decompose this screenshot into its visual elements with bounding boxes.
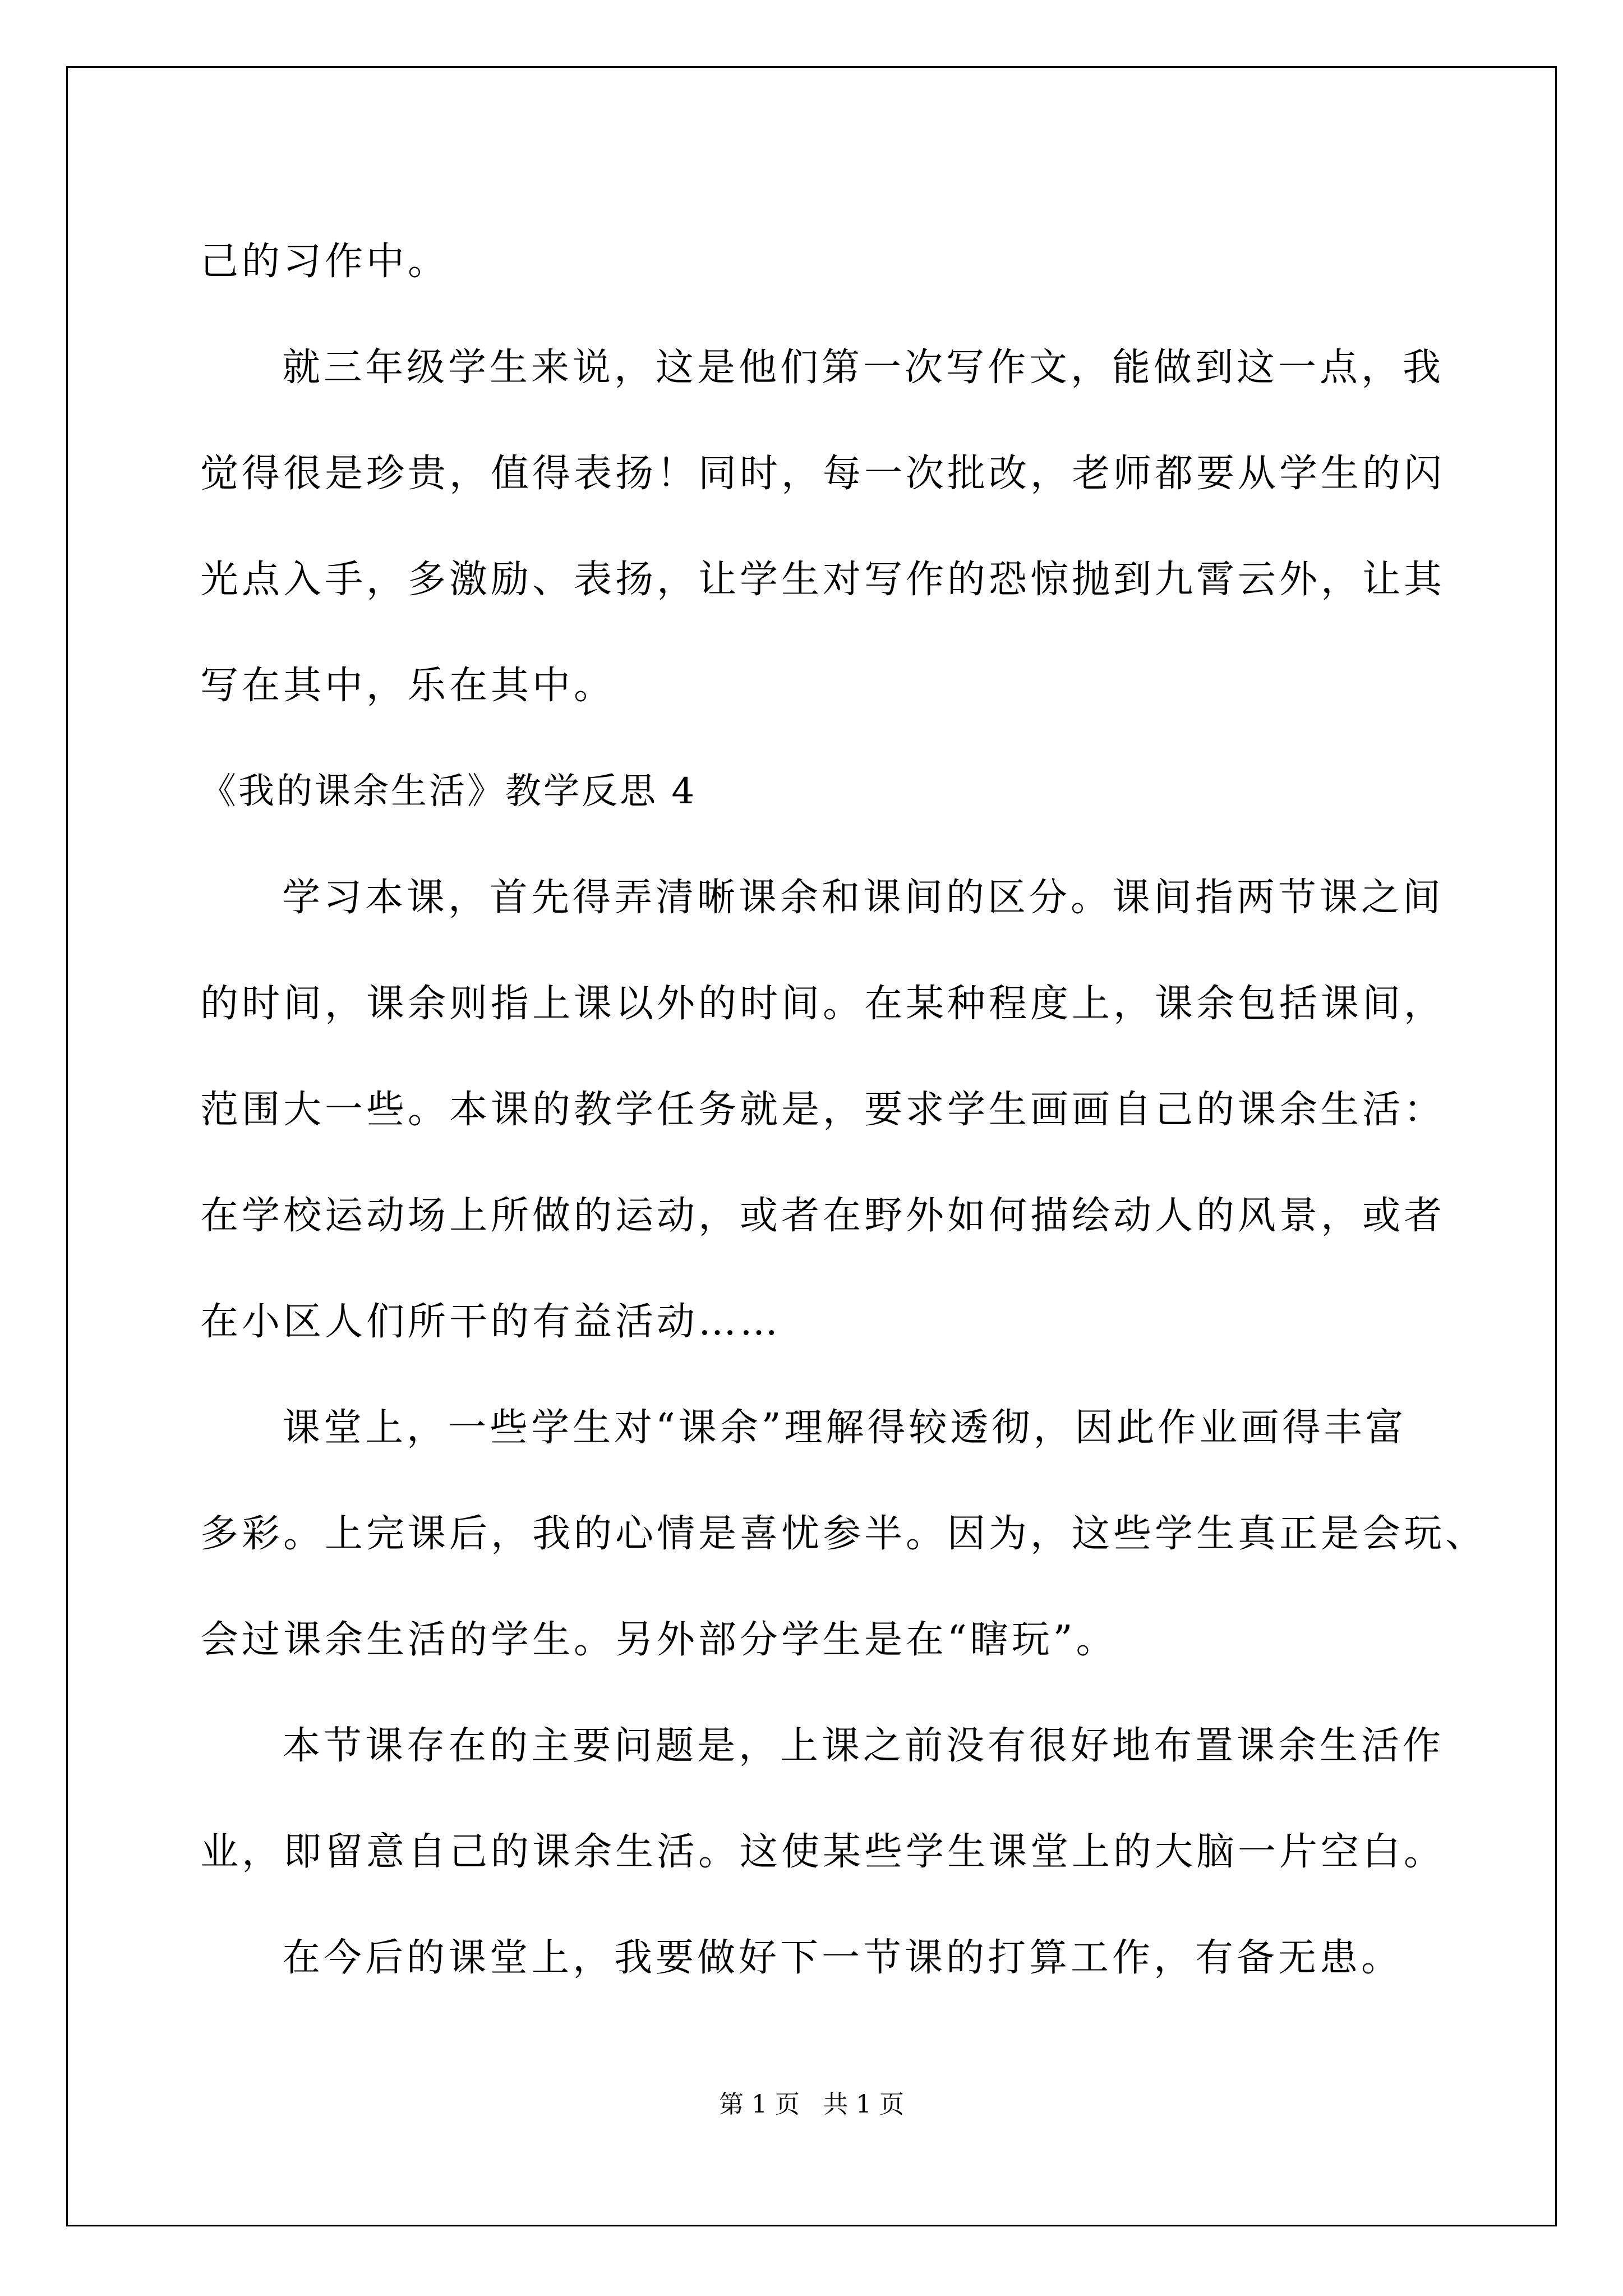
- paragraph-line-5: 写在其中，乐在其中。: [200, 664, 616, 708]
- paragraph-line-13: 会过课余生活的学生。另外部分学生是在“瞎玩”。: [200, 1618, 1118, 1662]
- paragraph-line-7: 的时间，课余则指上课以外的时间。在某种程度上，课余包括课间，: [200, 982, 1446, 1026]
- paragraph-line-1: 己的习作中。: [200, 240, 450, 284]
- paragraph-line-12: 多彩。上完课后，我的心情是喜忧参半。因为，这些学生真正是会玩、: [200, 1512, 1487, 1556]
- page-number-footer: 第 1 页 共 1 页: [719, 2090, 904, 2119]
- paragraph-line-3: 觉得很是珍贵，值得表扬！同时，每一次批改，老师都要从学生的闪: [200, 452, 1446, 496]
- paragraph-line-2: 就三年级学生来说，这是他们第一次写作文，能做到这一点，我: [282, 346, 1445, 390]
- paragraph-line-10: 在小区人们所干的有益活动……: [200, 1300, 782, 1344]
- paragraph-line-11: 课堂上，一些学生对“课余”理解得较透彻，因此作业画得丰富: [282, 1406, 1407, 1450]
- paragraph-line-16: 在今后的课堂上，我要做好下一节课的打算工作，有备无患。: [282, 1936, 1403, 1980]
- paragraph-line-15: 业，即留意自己的课余生活。这使某些学生课堂上的大脑一片空白。: [200, 1830, 1446, 1874]
- paragraph-line-8: 范围大一些。本课的教学任务就是，要求学生画画自己的课余生活：: [200, 1088, 1446, 1132]
- document-body: [200, 209, 1487, 2011]
- paragraph-line-4: 光点入手，多激励、表扬，让学生对写作的恐惊抛到九霄云外，让其: [200, 558, 1446, 602]
- section-heading: 《我的课余生活》教学反思 4: [200, 771, 697, 812]
- paragraph-line-14: 本节课存在的主要问题是，上课之前没有很好地布置课余生活作: [282, 1724, 1445, 1768]
- paragraph-line-9: 在学校运动场上所做的运动，或者在野外如何描绘动人的风景，或者: [200, 1194, 1446, 1238]
- paragraph-line-6: 学习本课，首先得弄清晰课余和课间的区分。课间指两节课之间: [282, 876, 1445, 920]
